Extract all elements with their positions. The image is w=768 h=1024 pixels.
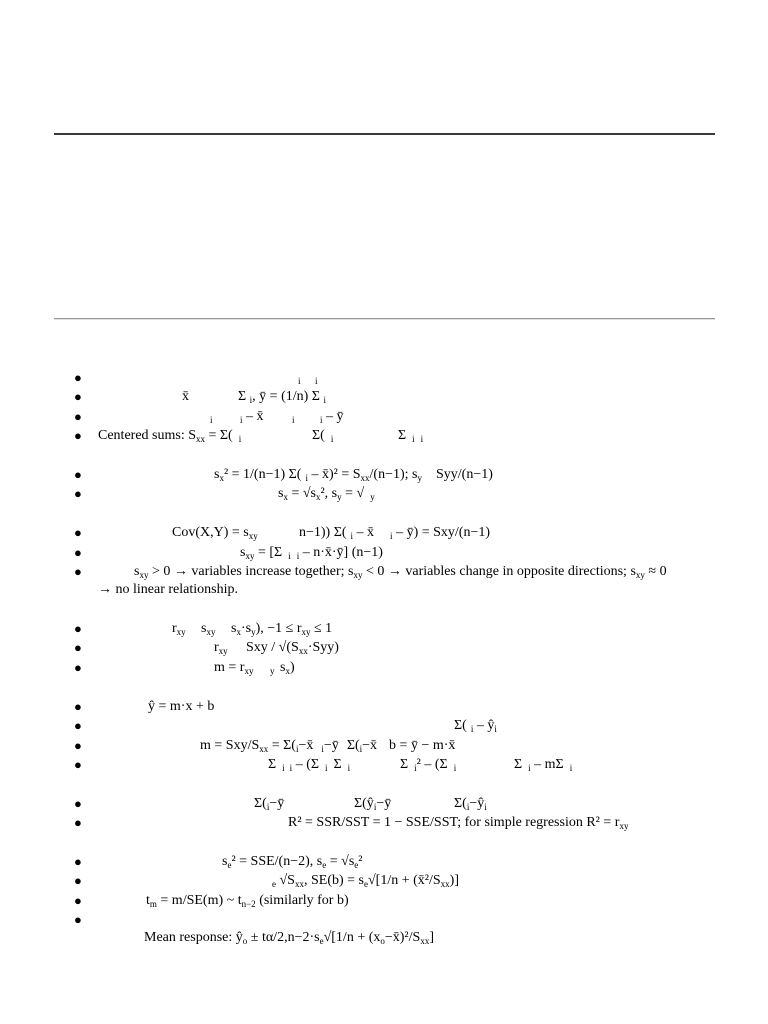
formula-text: ≤ 1	[310, 621, 333, 636]
subscript: xx	[420, 936, 430, 946]
formula-text: )]	[449, 873, 459, 888]
formula-text: = Σ(	[205, 428, 233, 443]
bullet-icon: ●	[74, 757, 82, 772]
bullet-icon: ●	[74, 525, 82, 540]
subscript: x	[236, 627, 241, 637]
formula-text: ), −1 ≤ r	[255, 621, 302, 636]
subscript: i	[453, 763, 457, 773]
formula-text: s	[280, 660, 286, 675]
subscript: i	[323, 395, 326, 405]
subscript: xy	[619, 821, 629, 831]
formula-text: s	[240, 545, 246, 560]
formula-text: – x̄)² = S	[307, 467, 361, 482]
subscript: i	[289, 763, 293, 773]
formula-text: = [Σ	[254, 545, 283, 560]
subscript: i	[320, 415, 323, 425]
section-rule	[54, 318, 715, 320]
subscript: o	[380, 936, 385, 946]
subscript: i	[210, 415, 213, 425]
formula-text: ²	[358, 854, 363, 869]
formula-text: ·Syy)	[307, 640, 339, 655]
formula-text: m = Sxy/S	[200, 738, 260, 753]
subscript: i	[240, 415, 243, 425]
subscript: i	[494, 724, 497, 734]
subscript: xx	[360, 473, 370, 483]
list-item-continuation	[0, 581, 768, 599]
subscript: xy	[206, 627, 216, 637]
formula-text: Σ	[400, 757, 409, 772]
bullet-icon: ●	[74, 486, 82, 501]
formula-text: r	[172, 621, 177, 636]
formula-text: Sxy / √(S	[246, 640, 299, 655]
formula-text: Σ	[333, 757, 342, 772]
formula-text: Σ(	[254, 796, 267, 811]
subscript: e	[272, 879, 276, 889]
formula-text: ², s	[320, 486, 338, 501]
list-item	[0, 639, 768, 657]
formula-text: ≈ 0	[644, 564, 667, 579]
list-item	[0, 717, 768, 735]
formula-text: ± tα/2,n−2·s	[247, 930, 320, 945]
bullet-icon: ●	[74, 660, 82, 675]
subscript: i	[412, 434, 415, 444]
subscript: e	[227, 860, 232, 870]
subscript: xy	[248, 531, 258, 541]
formula-text: – ȳ) = Sxy/(n−1)	[392, 525, 491, 540]
subscript: xy	[301, 627, 311, 637]
formula-text: Σ(	[346, 738, 360, 753]
subscript: xx	[259, 744, 269, 754]
subscript: n−2	[241, 899, 256, 909]
bullet-icon: ●	[74, 912, 82, 927]
list-item	[0, 620, 768, 638]
formula-text: Syy/(n−1)	[435, 467, 493, 482]
formula-text: = √s	[287, 486, 316, 501]
subscript: i	[330, 434, 334, 444]
subscript: i	[305, 473, 308, 483]
bullet-icon: ●	[74, 409, 82, 424]
subscript: xx	[298, 646, 308, 656]
subscript: xy	[139, 570, 149, 580]
formula-text: Σ	[268, 757, 277, 772]
formula-text: −x̄	[298, 738, 314, 753]
bullet-icon: ●	[74, 545, 82, 560]
list-item	[0, 892, 768, 910]
subscript: y	[370, 492, 375, 502]
list-item	[0, 737, 768, 755]
formula-text: Σ(ŷ	[354, 796, 374, 811]
formula-text: √[1/n + (x	[323, 930, 381, 945]
subscript: i	[249, 395, 253, 405]
subscript: i	[420, 434, 424, 444]
formula-text: )	[289, 660, 295, 675]
subscript: i	[484, 802, 487, 812]
bullet-icon: ●	[74, 873, 82, 888]
subscript: xy	[353, 570, 363, 580]
subscript: i	[298, 376, 301, 386]
formula-text: s	[201, 621, 207, 636]
subscript: o	[242, 936, 248, 946]
formula-text: Σ(	[454, 796, 467, 811]
subscript: x	[285, 666, 290, 676]
bullet-icon: ●	[74, 370, 82, 385]
bullet-icon: ●	[74, 796, 82, 811]
subscript: x	[315, 492, 321, 502]
formula-text: – x̄	[246, 409, 264, 424]
formula-text: r	[214, 640, 219, 655]
bullet-icon: ●	[74, 699, 82, 714]
subscript: i	[350, 531, 354, 541]
bullet-icon: ●	[74, 738, 82, 753]
subscript: xy	[218, 646, 228, 656]
formula-text: Cov(X,Y) = s	[172, 525, 249, 540]
list-item	[0, 369, 768, 387]
subscript: xy	[635, 570, 645, 580]
bullet-icon: ●	[74, 893, 82, 908]
subscript: y	[417, 473, 422, 483]
formula-text: Σ	[398, 428, 407, 443]
subscript: i	[569, 763, 573, 773]
formula-text: ·s	[240, 621, 252, 636]
subscript: xx	[440, 879, 450, 889]
subscript: e	[364, 879, 368, 889]
subscript: x	[283, 492, 288, 502]
bullet-icon: ●	[74, 815, 82, 830]
subscript: i	[470, 724, 474, 734]
formula-text: s	[278, 486, 284, 501]
bullet-icon: ●	[74, 854, 82, 869]
list-item	[0, 698, 768, 716]
formula-text: −ȳ	[323, 738, 339, 753]
formula-text: → no linear relationship.	[98, 582, 238, 597]
subscript: i	[325, 763, 328, 773]
bullet-icon: ●	[74, 467, 82, 482]
formula-text: −ȳ	[376, 796, 392, 811]
list-item	[0, 872, 768, 890]
list-item	[0, 814, 768, 832]
subscript: i	[373, 802, 377, 812]
list-item-continuation	[0, 929, 768, 947]
formula-text: = √s	[326, 854, 355, 869]
formula-text: – mΣ	[530, 757, 564, 772]
formula-text: /(n−1); s	[369, 467, 418, 482]
subscript: y	[251, 627, 256, 637]
list-item	[0, 756, 768, 774]
formula-text: – ŷ	[473, 718, 495, 733]
subscript: i	[296, 551, 300, 561]
subscript: i	[414, 763, 417, 773]
formula-text: Σ	[514, 757, 523, 772]
subscript: i	[292, 415, 295, 425]
formula-text: m = r	[214, 660, 245, 675]
subscript: e	[322, 860, 327, 870]
subscript: e	[319, 936, 324, 946]
formula-text: −x̄)²/S	[384, 930, 421, 945]
formula-text: Σ(	[312, 428, 325, 443]
formula-text: s	[134, 564, 140, 579]
top-rule	[54, 133, 715, 135]
list-item	[0, 853, 768, 871]
subscript: i	[282, 763, 285, 773]
formula-text: √S	[276, 873, 295, 888]
formula-text: ² – (Σ	[416, 757, 448, 772]
list-item	[0, 911, 768, 929]
subscript: i	[528, 763, 531, 773]
formula-text: ]	[429, 930, 434, 945]
formula-text: > 0 → variables increase together; s	[148, 564, 354, 579]
formula-text: – n·x̄·ȳ] (n−1)	[299, 545, 383, 560]
formula-text: t	[146, 893, 150, 908]
subscript: i	[266, 802, 270, 812]
formula-text: R² = SSR/SST = 1 − SSE/SST; for simple regression R² = r	[288, 815, 620, 830]
formula-text: n−1)) Σ(	[299, 525, 347, 540]
subscript: i	[466, 802, 470, 812]
formula-text: = Σ(	[268, 738, 296, 753]
formula-text: , SE(b) = s	[303, 873, 364, 888]
formula-text: ŷ = m·x + b	[148, 699, 215, 714]
formula-text: √[1/n + (x̄²/S	[368, 873, 441, 888]
list-item	[0, 795, 768, 813]
subscript: y	[337, 492, 342, 502]
formula-text: −x̄	[362, 738, 378, 753]
formula-text: (similarly for b)	[255, 893, 349, 908]
subscript: i	[359, 744, 363, 754]
subscript: i	[321, 744, 324, 754]
subscript: m	[149, 899, 157, 909]
formula-text: s	[231, 621, 237, 636]
subscript: i	[238, 434, 242, 444]
subscript: xy	[245, 551, 255, 561]
formula-text: – (Σ	[292, 757, 319, 772]
formula-text: , ȳ = (1/n) Σ	[252, 389, 320, 404]
subscript: i	[315, 376, 318, 386]
formula-text	[238, 388, 326, 409]
formula-text: Centered sums: S	[98, 428, 196, 443]
formula-text: ² = SSE/(n−2), s	[231, 854, 323, 869]
subscript: i	[295, 744, 299, 754]
list-item	[0, 466, 768, 484]
formula-text: = m/SE(m) ~ t	[156, 893, 242, 908]
subscript: xx	[196, 434, 205, 444]
formula-text: −ȳ	[269, 796, 285, 811]
formula-text: – ȳ	[326, 409, 344, 424]
list-item	[0, 563, 768, 581]
subscript: y	[270, 666, 275, 676]
subscript: i	[347, 763, 351, 773]
formula-text: ² = 1/(n−1) Σ(	[223, 467, 302, 482]
formula-text: s	[222, 854, 228, 869]
formula-text: −ŷ	[469, 796, 485, 811]
list-item	[0, 659, 768, 677]
formula-text: Mean response: ŷ	[144, 930, 243, 945]
subscript: i	[288, 551, 291, 561]
bullet-icon: ●	[74, 389, 82, 404]
list-item	[0, 544, 768, 562]
bullet-icon: ●	[74, 564, 82, 579]
formula-text: x̄	[182, 389, 189, 404]
list-item	[0, 485, 768, 503]
subscript: i	[390, 531, 393, 541]
bullet-icon: ●	[74, 428, 82, 443]
bullet-icon: ●	[74, 640, 82, 655]
formula-text: b = ȳ − m·x̄	[389, 738, 456, 753]
bullet-icon: ●	[74, 621, 82, 636]
formula-text: Σ(	[454, 718, 467, 733]
formula-text: Σ	[238, 389, 247, 404]
list-item	[0, 388, 768, 406]
list-item	[0, 524, 768, 542]
subscript: x	[219, 473, 224, 483]
list-item	[0, 427, 768, 445]
formula-text: – x̄	[353, 525, 375, 540]
subscript: xx	[294, 879, 304, 889]
list-item	[0, 408, 768, 426]
formula-text: s	[214, 467, 220, 482]
formula-text: < 0 → variables change in opposite directions; s	[362, 564, 636, 579]
subscript: e	[354, 860, 359, 870]
bullet-icon: ●	[74, 718, 82, 733]
subscript: xy	[176, 627, 186, 637]
subscript: xy	[244, 666, 254, 676]
formula-text: = √	[341, 486, 365, 501]
